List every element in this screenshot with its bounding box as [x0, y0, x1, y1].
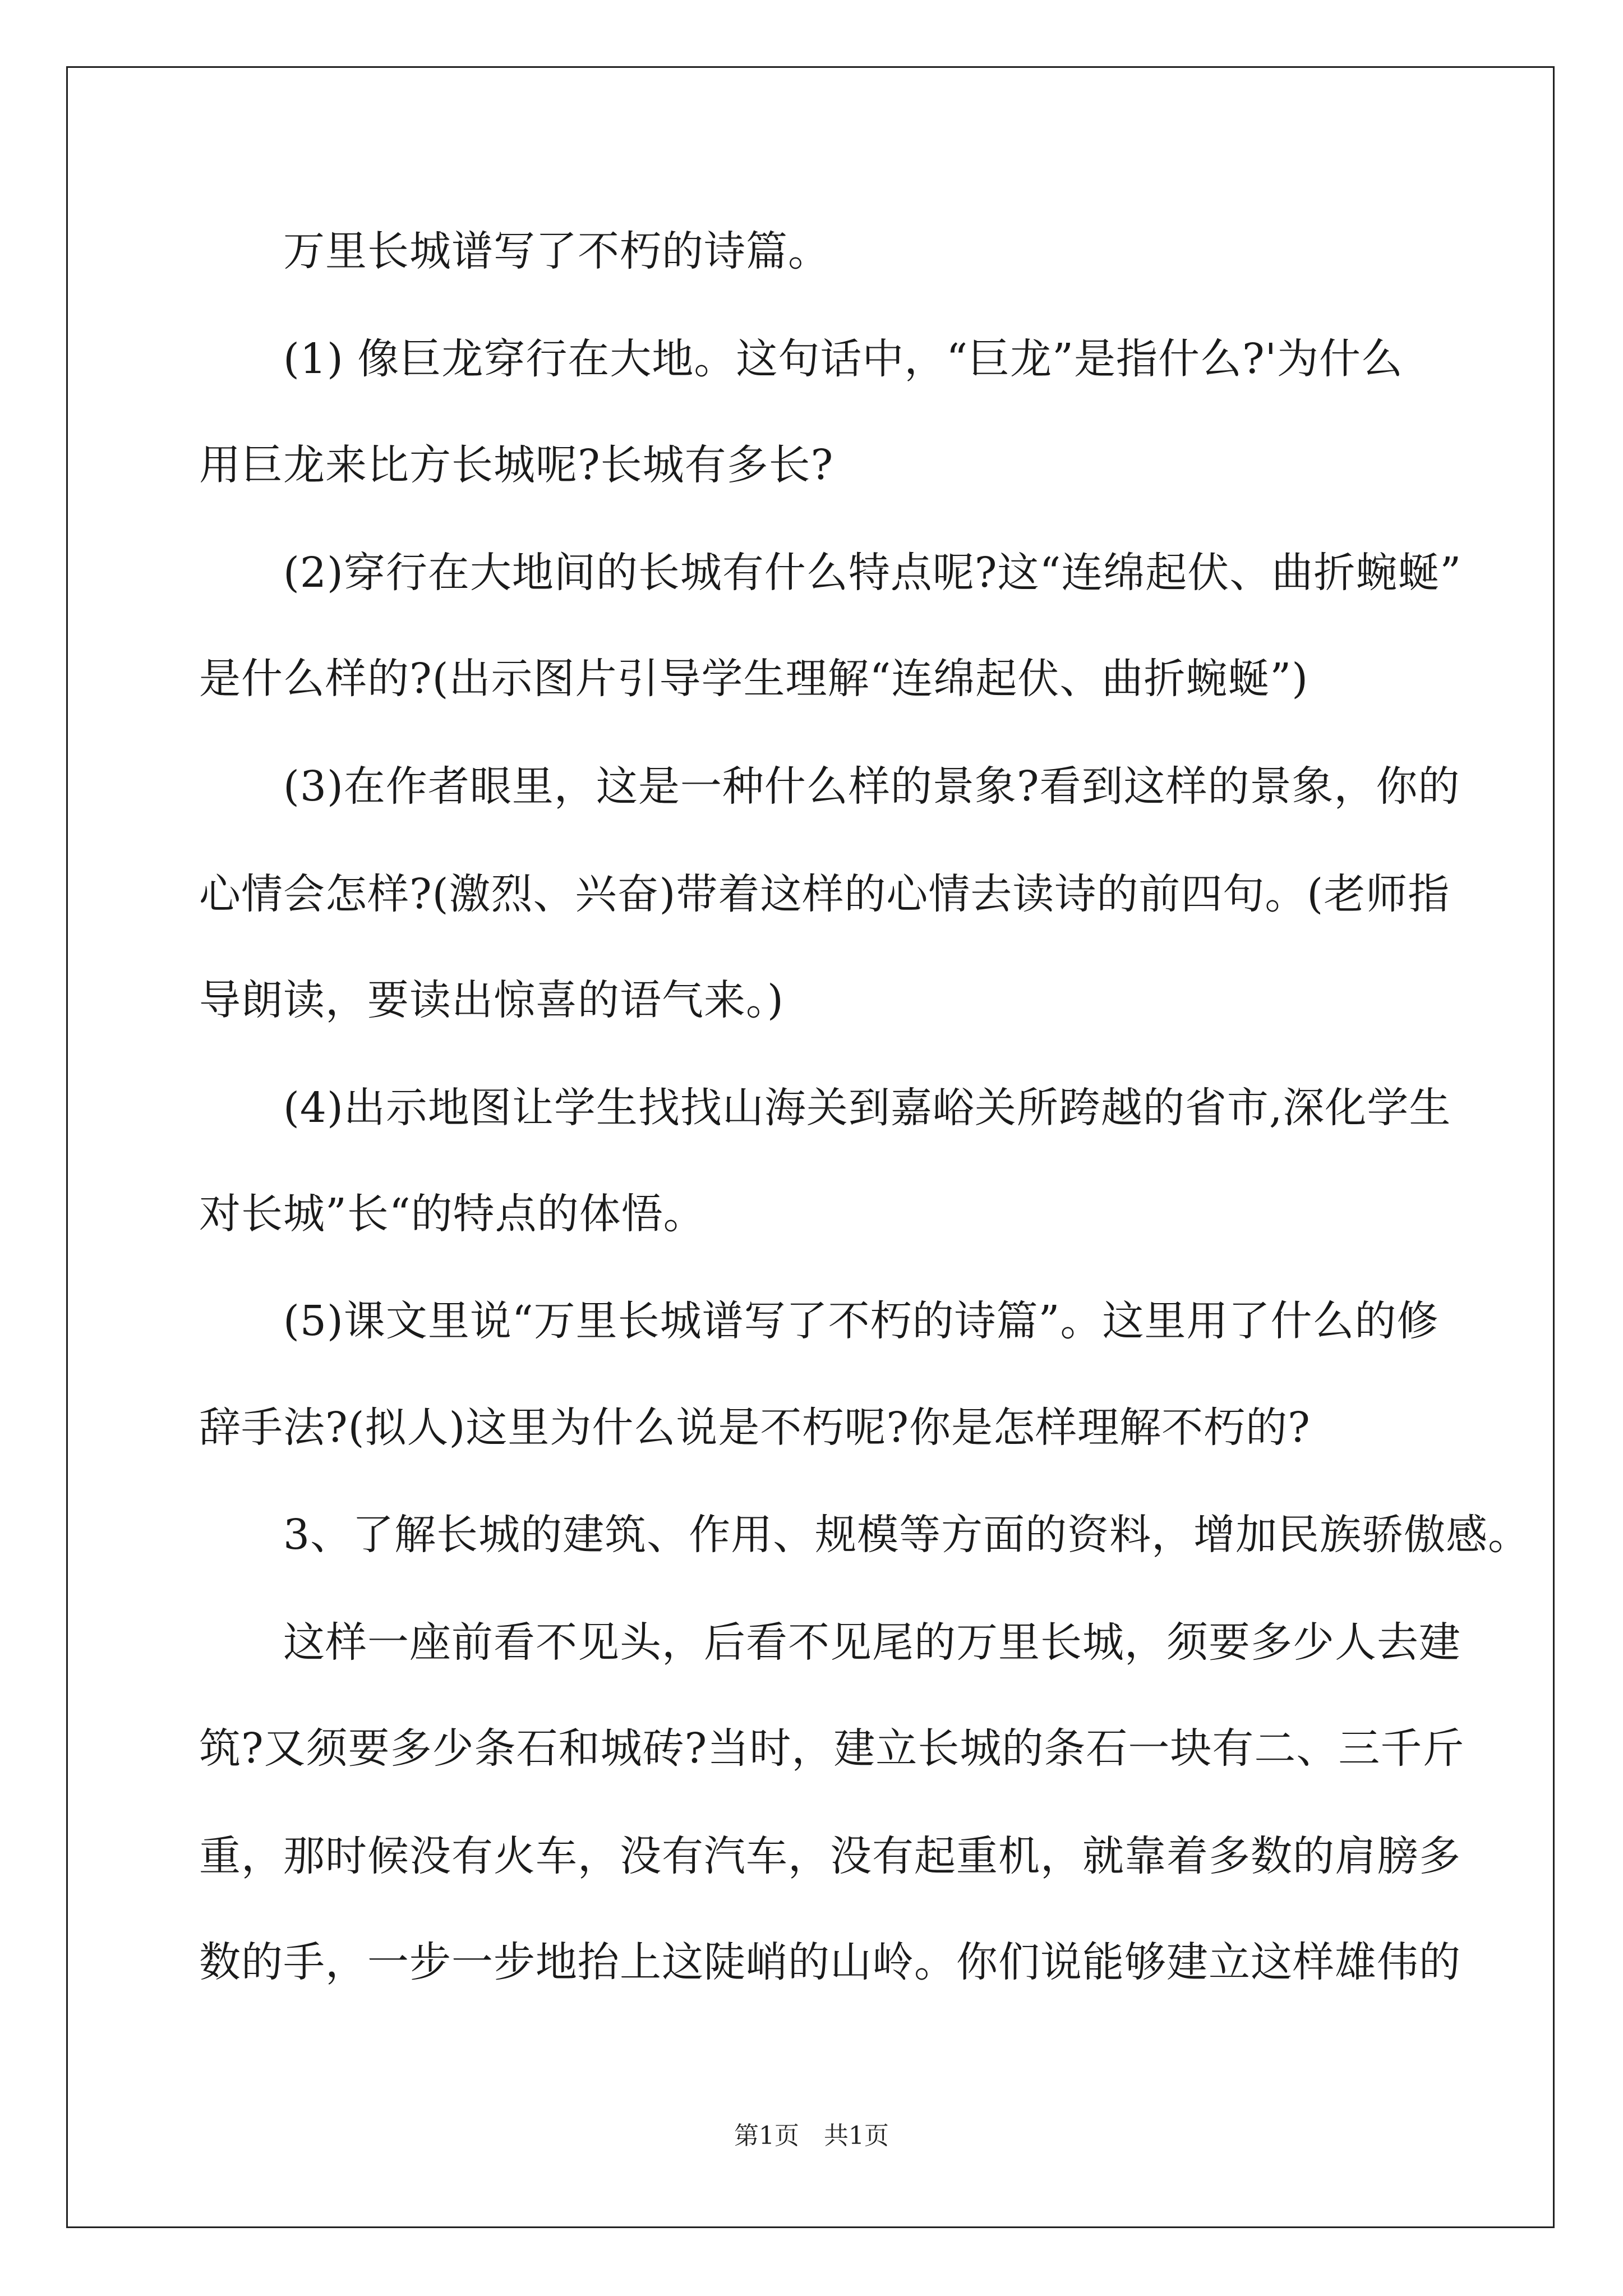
paragraph-line: (4)出示地图让学生找找山海关到嘉峪关所跨越的省市,深化学生 — [283, 1084, 1451, 1132]
paragraph-line: 数的手，一步一步地抬上这陡峭的山岭。你们说能够建立这样雄伟的 — [199, 1938, 1461, 1986]
paragraph-line: 导朗读，要读出惊喜的语气来。) — [199, 976, 784, 1024]
paragraph-line: (1) 像巨龙穿行在大地。这句话中，“巨龙”是指什么?'为什么 — [283, 335, 1404, 383]
paragraph-line: 这样一座前看不见头，后看不见尾的万里长城，须要多少人去建 — [283, 1618, 1461, 1667]
paragraph-line: 筑?又须要多少条石和城砖?当时，建立长城的条石一块有二、三千斤 — [199, 1724, 1465, 1773]
paragraph-line: 辞手法?(拟人)这里为什么说是不朽呢?你是怎样理解不朽的? — [199, 1404, 1311, 1452]
paragraph-line: 3、了解长城的建筑、作用、规模等方面的资料，增加民族骄傲感。 — [283, 1511, 1530, 1559]
page-number-footer: 第1页 共1页 — [734, 2122, 889, 2150]
paragraph-line: (3)在作者眼里，这是一种什么样的景象?看到这样的景象，你的 — [283, 762, 1460, 811]
paragraph-line: 重，那时候没有火车，没有汽车，没有起重机，就靠着多数的肩膀多 — [199, 1832, 1461, 1880]
paragraph-line: 心情会怎样?(激烈、兴奋)带着这样的心情去读诗的前四句。(老师指 — [199, 870, 1450, 918]
paragraph-line: 用巨龙来比方长城呢?长城有多长? — [199, 441, 834, 489]
paragraph-line: 万里长城谱写了不朽的诗篇。 — [283, 227, 830, 275]
paragraph-line: (2)穿行在大地间的长城有什么特点呢?这“连绵起伏、曲折蜿蜒” — [283, 549, 1462, 597]
paragraph-line: 对长城”长“的特点的体悟。 — [199, 1190, 706, 1238]
paragraph-line: 是什么样的?(出示图片引导学生理解“连绵起伏、曲折蜿蜒”) — [199, 655, 1309, 703]
page-border — [66, 66, 1555, 2228]
paragraph-line: (5)课文里说“万里长城谱写了不朽的诗篇”。这里用了什么的修 — [283, 1297, 1439, 1345]
